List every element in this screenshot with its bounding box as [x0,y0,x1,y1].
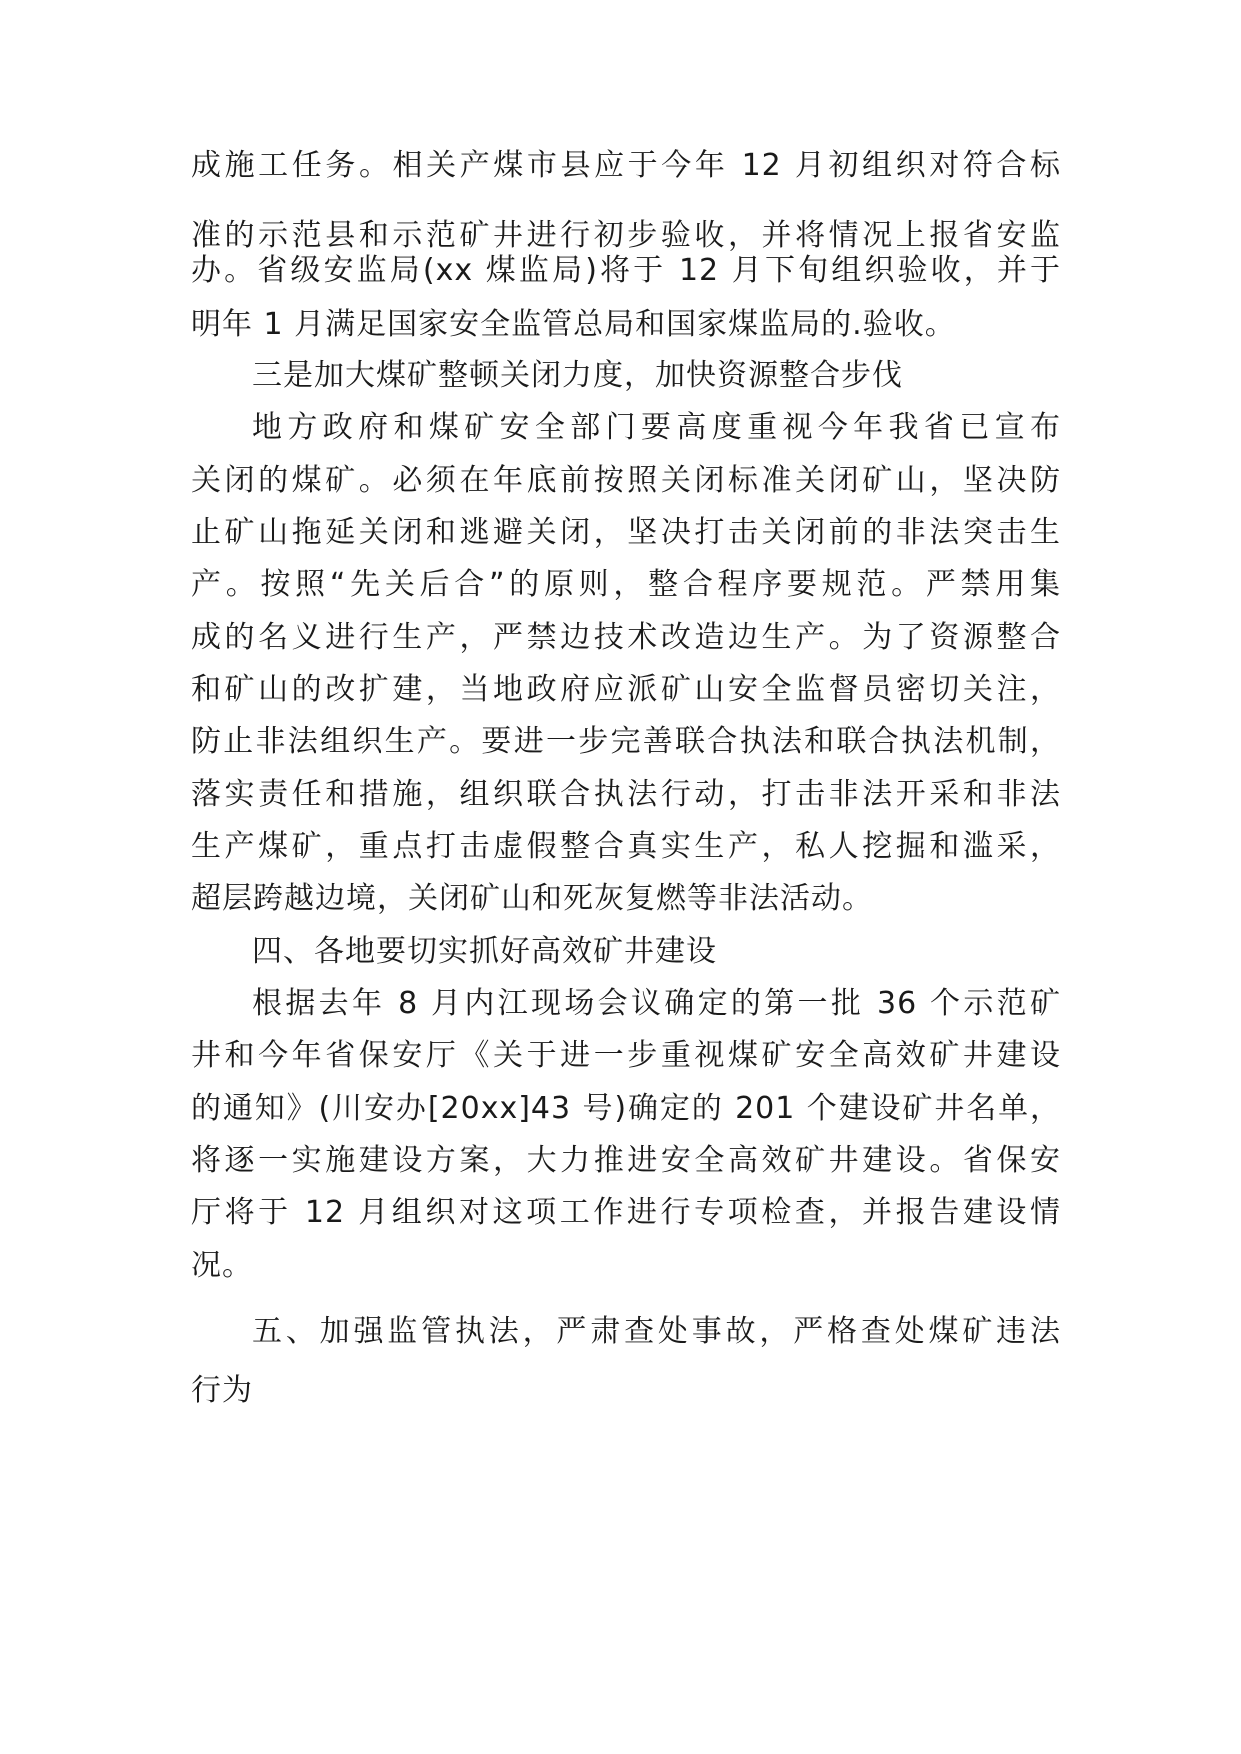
body-text-line: 将逐一实施建设方案，大力推进安全高效矿井建设。省保安 [191,1143,1061,1178]
body-text-line: 的通知》(川安办[20xx]43 号)确定的 201 个建设矿井名单， [191,1091,1061,1126]
paragraph-first-line: 根据去年 8 月内江现场会议确定的第一批 36 个示范矿 [252,986,1061,1021]
section-heading: 五、加强监管执法，严肃查处事故，严格查处煤矿违法 [252,1314,1061,1349]
body-text-line: 防止非法组织生产。要进一步完善联合执法和联合执法机制， [191,724,1061,759]
body-text-line: 成的名义进行生产，严禁边技术改造边生产。为了资源整合 [191,620,1061,655]
body-text-line: 止矿山拖延关闭和逃避关闭，坚决打击关闭前的非法突击生 [191,515,1061,550]
body-text-line: 况。 [191,1248,253,1283]
body-text-line: 明年 1 月满足国家安全监管总局和国家煤监局的.验收。 [191,307,956,342]
section-heading: 四、各地要切实抓好高效矿井建设 [252,934,717,969]
body-text-line: 关闭的煤矿。必须在年底前按照关闭标准关闭矿山，坚决防 [191,463,1061,498]
body-text-line: 和矿山的改扩建，当地政府应派矿山安全监督员密切关注， [191,672,1061,707]
section-heading-continued: 行为 [191,1373,253,1408]
body-text-line: 成施工任务。相关产煤市县应于今年 12 月初组织对符合标 [191,148,1061,183]
body-text-line: 生产煤矿，重点打击虚假整合真实生产，私人挖掘和滥采， [191,829,1061,864]
body-text-line: 准的示范县和示范矿井进行初步验收，并将情况上报省安监 [191,218,1061,253]
body-text-line: 落实责任和措施，组织联合执法行动，打击非法开采和非法 [191,777,1061,812]
body-text-line: 产。按照“先关后合”的原则，整合程序要规范。严禁用集 [191,567,1061,602]
body-text-line: 厅将于 12 月组织对这项工作进行专项检查，并报告建设情 [191,1195,1061,1230]
section-heading: 三是加大煤矿整顿关闭力度，加快资源整合步伐 [252,358,903,393]
body-text-line: 井和今年省保安厅《关于进一步重视煤矿安全高效矿井建设 [191,1038,1061,1073]
body-text-line: 超层跨越边境，关闭矿山和死灰复燃等非法活动。 [191,881,873,916]
body-text-line: 办。省级安监局(xx 煤监局)将于 12 月下旬组织验收，并于 [191,253,1061,288]
paragraph-first-line: 地方政府和煤矿安全部门要高度重视今年我省已宣布 [252,410,1061,445]
